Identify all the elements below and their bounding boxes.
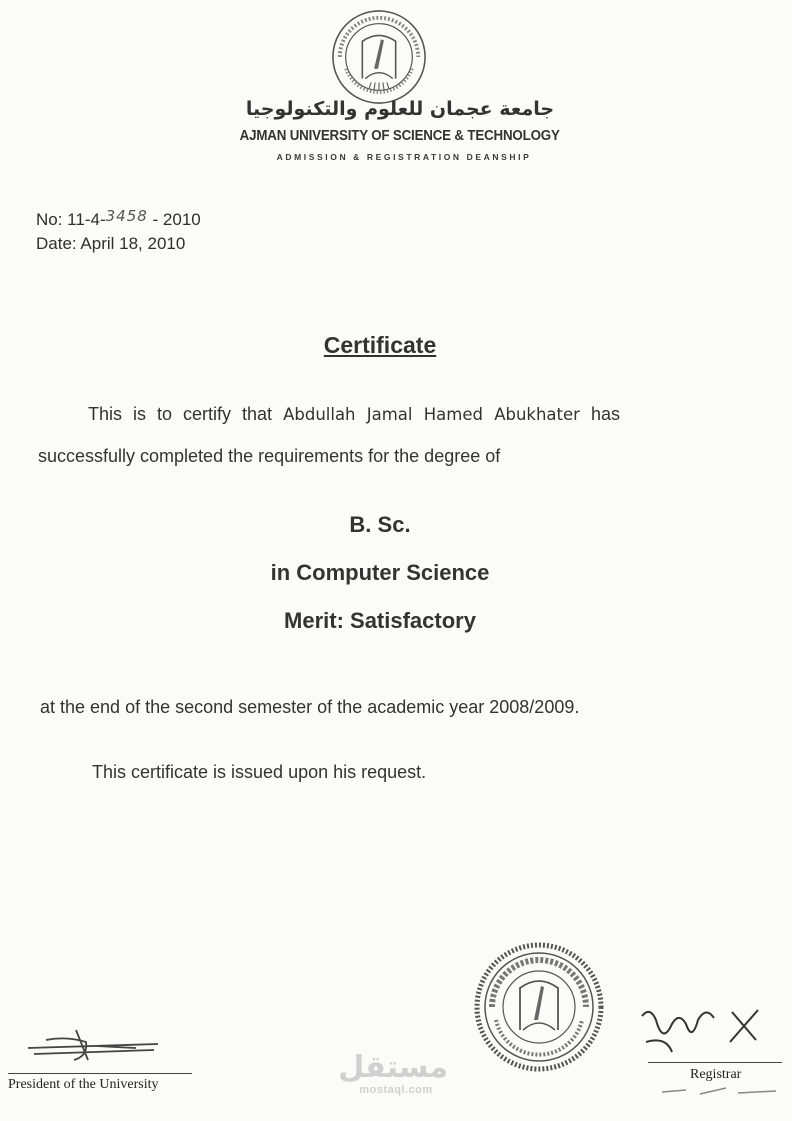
degree-major: in Computer Science [270, 560, 490, 585]
registrar-signature-line [648, 1062, 782, 1063]
reference-number-prefix: No: 11-4- [36, 210, 106, 229]
official-seal-stamp [474, 942, 604, 1072]
reference-number-handwritten: 3458 [105, 207, 148, 225]
student-name: Abdullah Jamal Hamed Abukhater [283, 405, 580, 424]
watermark [338, 1050, 448, 1096]
department-name: ADMISSION & REGISTRATION DEANSHIP [276, 152, 532, 162]
university-name-arabic: جامعة عجمان للعلوم والتكنولوجيا [245, 98, 555, 120]
semester-line: at the end of the second semester of the academic year 2008/2009. [40, 697, 580, 717]
degree-merit: Merit: Satisfactory [284, 608, 476, 633]
certify-intro: This is to certify that [88, 404, 273, 424]
degree-title: B. Sc. [349, 512, 411, 537]
reference-block [36, 208, 201, 256]
requirements-line: successfully completed the requirements for the degree of [38, 446, 501, 466]
certificate-title: Certificate [323, 332, 437, 358]
university-logo-emblem [330, 8, 428, 106]
president-signature [26, 1026, 166, 1066]
registrar-stamp-fragment [656, 1084, 782, 1098]
certify-intro-end: has [590, 404, 620, 424]
reference-number [36, 208, 201, 232]
president-label: President of the University [8, 1077, 159, 1092]
registrar-signature [636, 1002, 766, 1058]
president-signature-line [8, 1073, 192, 1074]
watermark-arabic: مستقل [338, 1050, 448, 1085]
issued-line: This certificate is issued upon his request. [92, 762, 427, 782]
reference-number-suffix: - 2010 [147, 210, 201, 229]
watermark-latin: mostaql.com [359, 1084, 433, 1096]
certify-line [88, 404, 708, 425]
registrar-label: Registrar [690, 1067, 742, 1082]
reference-date: Date: April 18, 2010 [36, 234, 186, 253]
university-name-english: AJMAN UNIVERSITY OF SCIENCE & TECHNOLOGY [239, 128, 560, 144]
